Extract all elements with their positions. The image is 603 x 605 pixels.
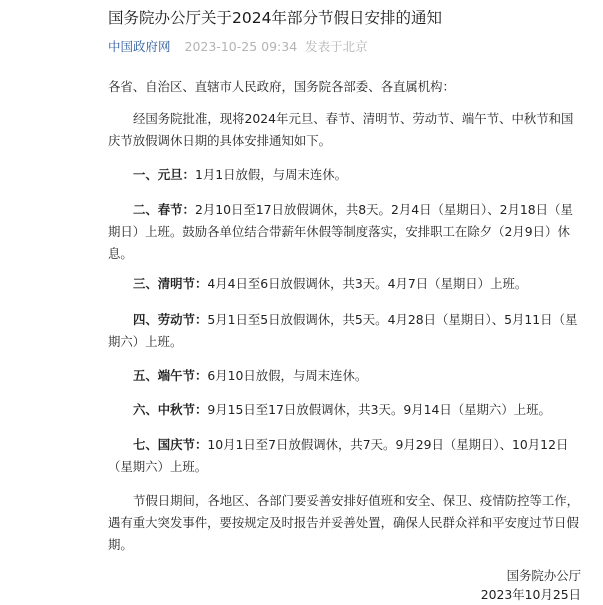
holiday-label: 七、国庆节： [133,437,208,452]
holiday-detail: 2月10日至17日放假调休，共8天。2月4日（星期日）、2月18日（星期日）上班。鼓励各单位结合带薪年休假等制度落实，安排职工在除夕（2月9日）休息。 [108,202,573,261]
holiday-detail: 6月10日放假，与周末连休。 [207,368,368,383]
holiday-label: 二、春节： [133,202,195,217]
holiday-label: 三、清明节： [133,276,208,291]
source-link[interactable]: 中国政府网 [108,39,171,54]
holiday-label: 一、元旦： [133,167,195,182]
holiday-item-national-day [108,434,584,478]
holiday-item-new-year [108,164,584,186]
holiday-detail: 5月1日至5日放假调休，共5天。4月28日（星期日）、5月11日（星期六）上班。 [108,312,578,349]
holiday-detail: 10月1日至7日放假调休，共7天。9月29日（星期日）、10月12日（星期六）上班。 [108,437,569,474]
publish-location: 发表于北京 [305,39,368,54]
publish-datetime: 2023-10-25 09:34 [184,39,298,54]
article-meta [108,39,368,55]
intro-paragraph: 经国务院批准，现将2024年元旦、春节、清明节、劳动节、端午节、中秋节和国庆节放假调休日期的具体安排通知如下。 [108,111,574,148]
holiday-item-spring-festival [108,199,584,265]
holiday-item-qingming [108,273,584,295]
signature-date: 2023年10月25日 [480,587,581,602]
holiday-detail: 4月4日至6日放假调休，共3天。4月7日（星期日）上班。 [207,276,528,291]
holiday-detail: 1月1日放假，与周末连休。 [194,167,348,182]
holiday-detail: 9月15日至17日放假调休，共3天。9月14日（星期六）上班。 [207,402,551,417]
closing-paragraph: 节假日期间，各地区、各部门要妥善安排好值班和安全、保卫、疫情防控等工作，遇有重大突发事件，要按规定及时报告并妥善处置，确保人民群众祥和平安度过节日假期。 [108,493,580,552]
holiday-item-labor-day [108,309,584,353]
signature-org: 国务院办公厅 [506,568,581,583]
holiday-item-mid-autumn [108,399,584,421]
holiday-label: 六、中秋节： [133,402,208,417]
article-title: 国务院办公厅关于2024年部分节假日安排的通知 [108,9,442,27]
holiday-label: 五、端午节： [133,368,208,383]
holiday-label: 四、劳动节： [133,312,208,327]
holiday-item-dragon-boat [108,365,584,387]
addressee: 各省、自治区、直辖市人民政府，国务院各部委、各直属机构： [108,79,455,94]
